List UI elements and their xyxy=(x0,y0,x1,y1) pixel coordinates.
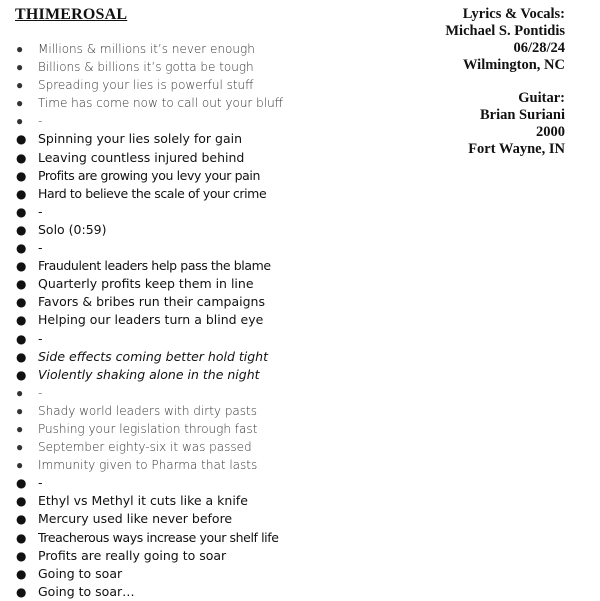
bullet-icon: ● xyxy=(16,385,24,400)
lyrics-credit-date: 06/28/24 xyxy=(513,40,565,56)
lyrics-list xyxy=(16,40,283,601)
lyric-line: ● Billions & billions it’s gotta be tough xyxy=(16,58,283,76)
lyric-line: ● - xyxy=(16,330,283,348)
lyric-line: ● Going to soar xyxy=(16,565,283,583)
lyric-line: ● - xyxy=(16,239,283,257)
credits-block xyxy=(445,6,565,158)
bullet-icon: ● xyxy=(16,548,27,563)
bullet-icon: ● xyxy=(16,277,27,292)
lyric-line: ● Leaving countless injured behind xyxy=(16,149,283,167)
lyric-line: ● Favors & bribes run their campaigns xyxy=(16,293,283,311)
lyric-line: ● Violently shaking alone in the night xyxy=(16,366,283,384)
lyric-line: ● Immunity given to Pharma that lasts xyxy=(16,456,283,474)
bullet-icon: ● xyxy=(16,367,27,382)
lyric-line: ● Profits are really going to soar xyxy=(16,547,283,565)
lyric-line: ● Spinning your lies solely for gain xyxy=(16,130,283,148)
lyric-line: ● - xyxy=(16,474,283,492)
lyric-line: ● Ethyl vs Methyl it cuts like a knife xyxy=(16,492,283,510)
bullet-icon: ● xyxy=(16,222,27,237)
lyrics-credit-heading: Lyrics & Vocals: xyxy=(462,6,565,22)
guitar-credit-place: Fort Wayne, IN xyxy=(468,141,565,157)
lyric-line: ● Helping our leaders turn a blind eye xyxy=(16,311,283,329)
song-title: THIMEROSAL xyxy=(15,6,128,23)
lyric-line: ● Spreading your lies is powerful stuff xyxy=(16,76,283,94)
guitar-credit-heading: Guitar: xyxy=(518,90,565,106)
bullet-icon: ● xyxy=(16,241,27,256)
lyric-line: ● Time has come now to call out your bluff xyxy=(16,94,283,112)
guitar-credit-year: 2000 xyxy=(536,124,565,140)
bullet-icon: ● xyxy=(16,566,27,581)
lyric-line: ● - xyxy=(16,112,283,130)
bullet-icon: ● xyxy=(16,421,24,436)
lyric-line: ● Profits are growing you levy your pain xyxy=(16,167,283,185)
bullet-icon: ● xyxy=(16,512,27,527)
bullet-icon: ● xyxy=(16,186,27,201)
lyric-line: ● - xyxy=(16,203,283,221)
bullet-icon: ● xyxy=(16,259,27,274)
bullet-icon: ● xyxy=(16,584,27,599)
bullet-icon: ● xyxy=(16,132,27,147)
bullet-icon: ● xyxy=(16,295,27,310)
bullet-icon: ● xyxy=(16,530,27,545)
lyrics-credit-place: Wilmington, NC xyxy=(462,57,565,73)
lyric-line: ● Going to soar… xyxy=(16,583,283,601)
lyrics-credit-name: Michael S. Pontidis xyxy=(445,23,565,39)
lyric-line: ● Fraudulent leaders help pass the blame xyxy=(16,257,283,275)
lyric-line: ● Mercury used like never before xyxy=(16,510,283,528)
bullet-icon: ● xyxy=(16,403,24,418)
bullet-icon: ● xyxy=(16,349,27,364)
lyric-line: ● Pushing your legislation through fast xyxy=(16,420,283,438)
bullet-icon: ● xyxy=(16,96,24,111)
lyric-line: ● Solo (0:59) xyxy=(16,221,283,239)
bullet-icon: ● xyxy=(16,204,27,219)
bullet-icon: ● xyxy=(16,331,27,346)
bullet-icon: ● xyxy=(16,168,27,183)
bullet-icon: ● xyxy=(16,150,27,165)
bullet-icon: ● xyxy=(16,476,27,491)
bullet-icon: ● xyxy=(16,313,27,328)
bullet-icon: ● xyxy=(16,42,24,56)
bullet-icon: ● xyxy=(16,114,24,129)
lyric-line: ● Side effects coming better hold tight xyxy=(16,348,283,366)
lyric-line: ● Hard to believe the scale of your crime xyxy=(16,185,283,203)
bullet-icon: ● xyxy=(16,78,24,93)
lyric-line: ● September eighty-six it was passed xyxy=(16,438,283,456)
guitar-credit-name: Brian Suriani xyxy=(479,107,565,123)
lyric-line: ● Shady world leaders with dirty pasts xyxy=(16,402,283,420)
lyric-line: ● Treacherous ways increase your shelf life xyxy=(16,529,283,547)
lyric-line: ● Quarterly profits keep them in line xyxy=(16,275,283,293)
bullet-icon: ● xyxy=(16,458,24,473)
lyric-line: ● - xyxy=(16,384,283,402)
lyric-line: ● Millions & millions it’s never enough xyxy=(16,40,283,58)
bullet-icon: ● xyxy=(16,440,24,455)
bullet-icon: ● xyxy=(16,494,27,509)
bullet-icon: ● xyxy=(16,60,24,75)
